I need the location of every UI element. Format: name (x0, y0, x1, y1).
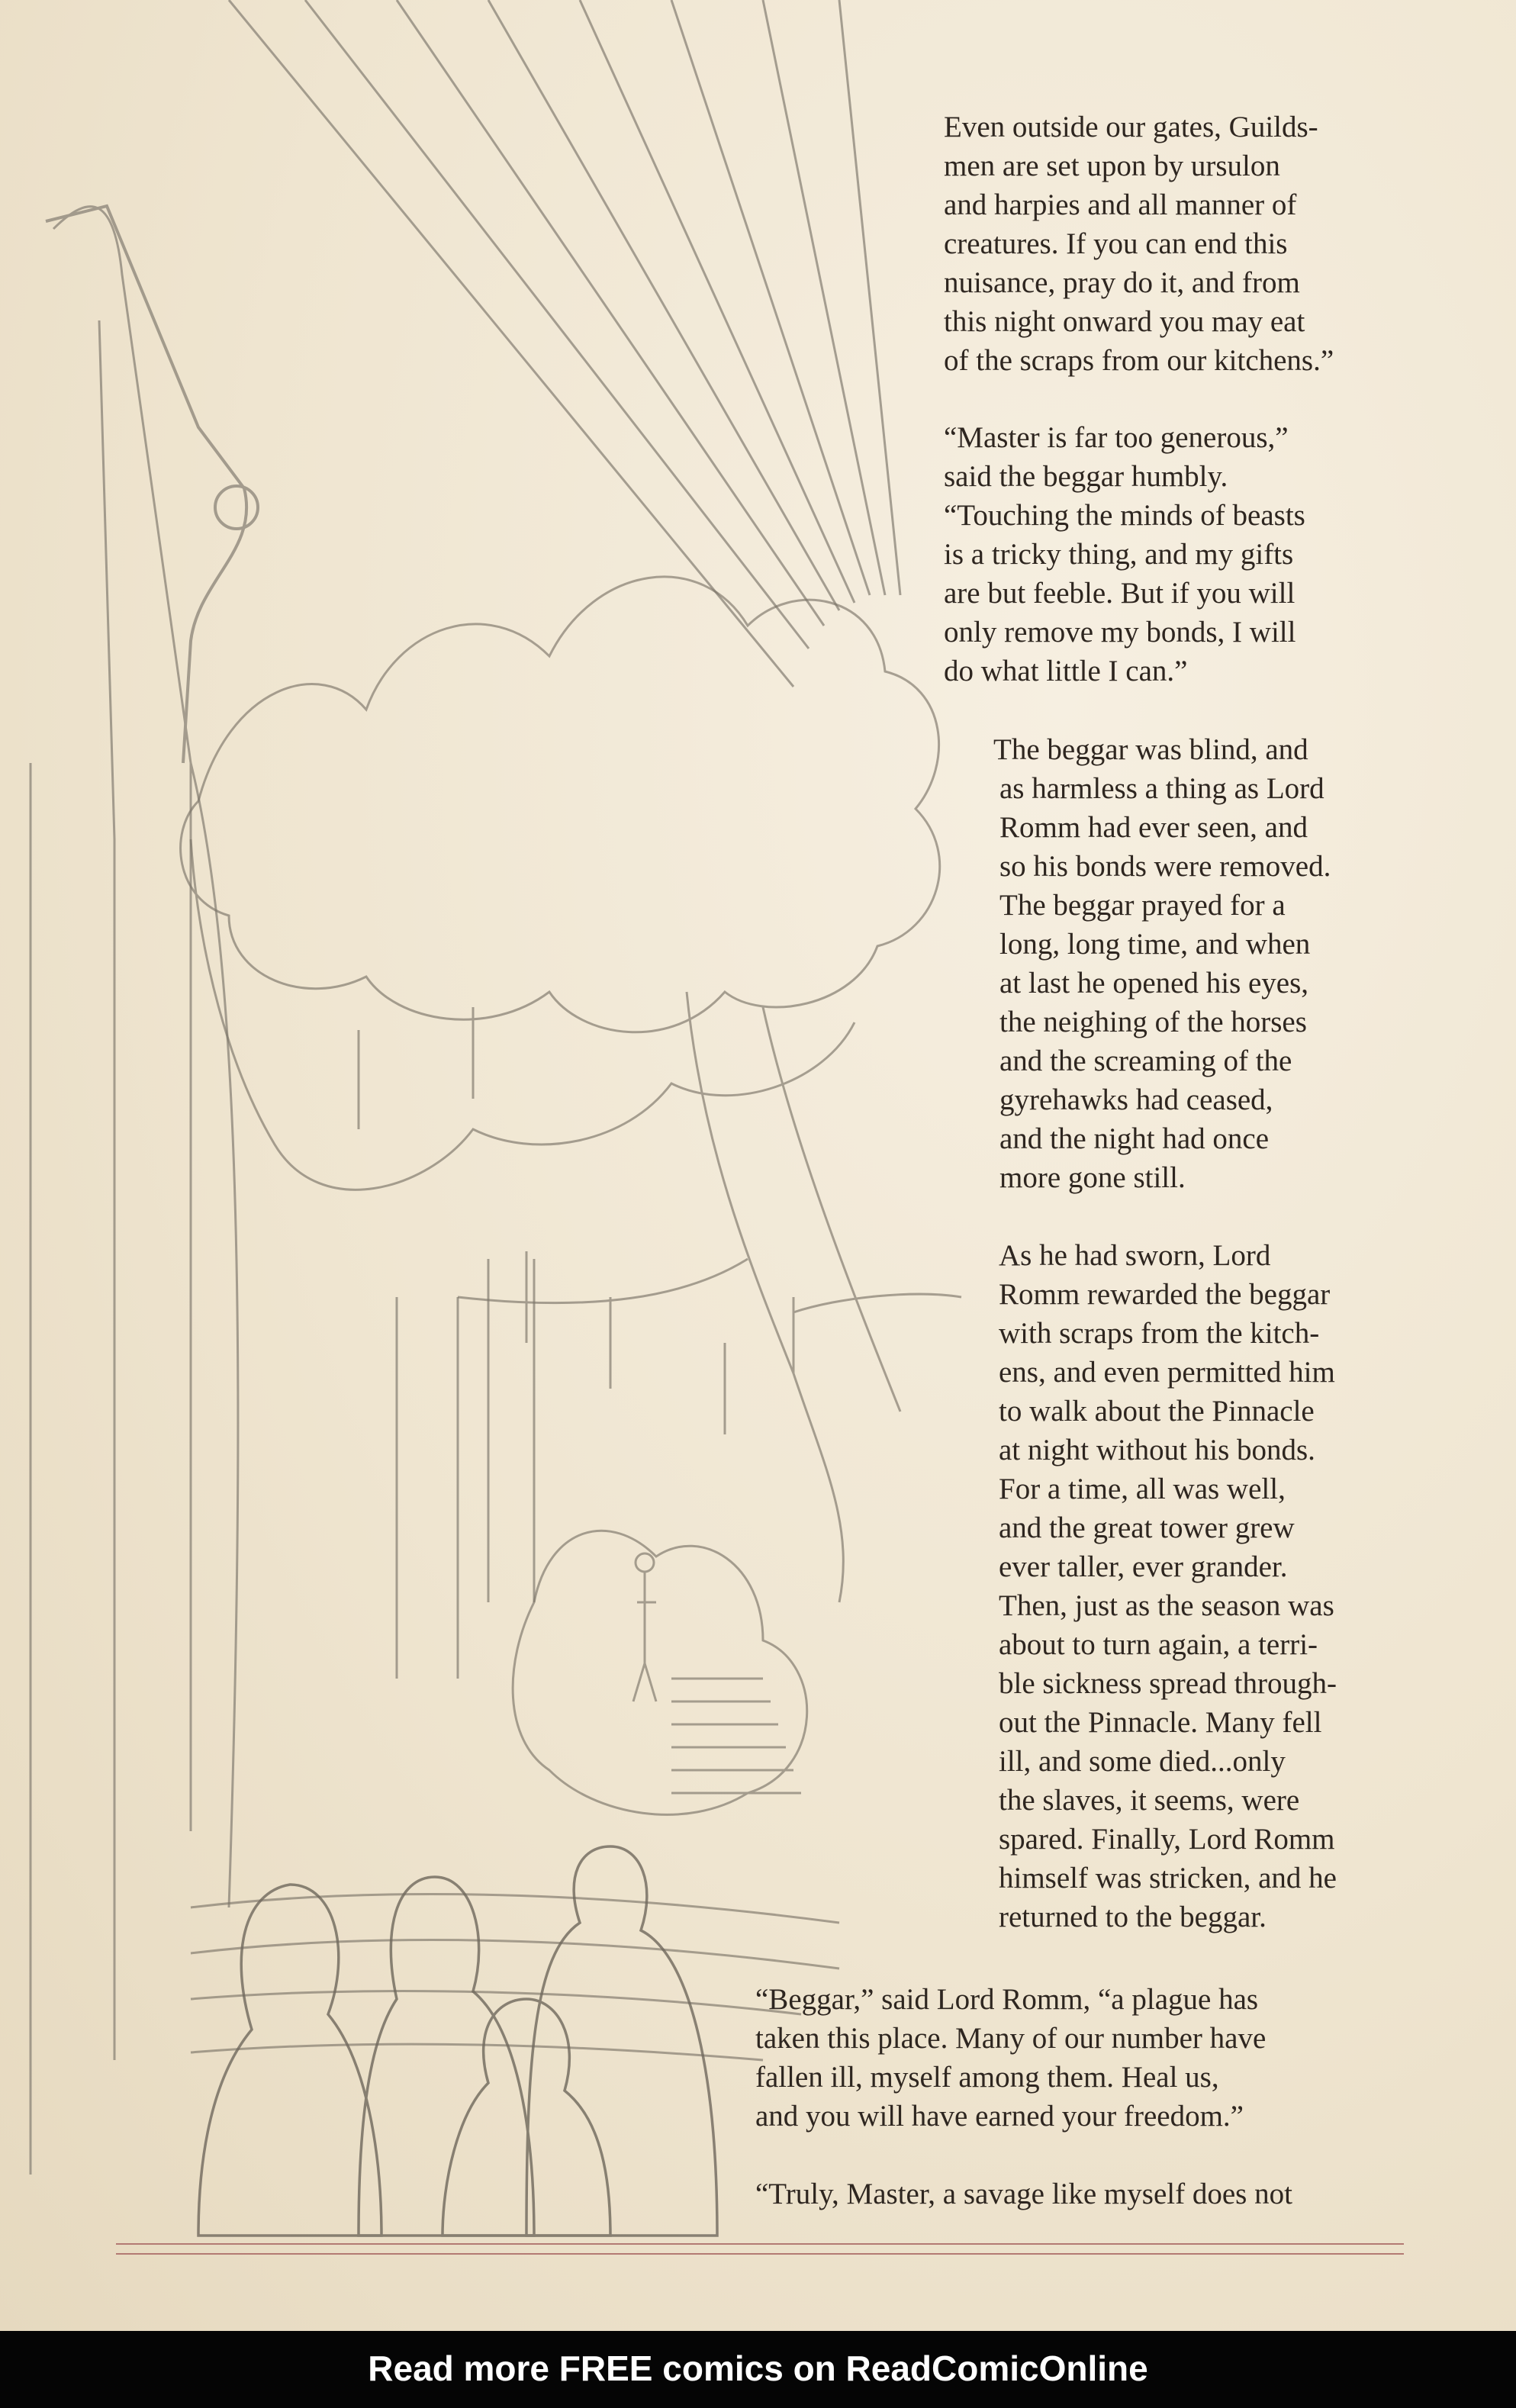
text-line: For a time, all was well, (999, 1473, 1286, 1505)
text-line: so his bonds were removed. (999, 850, 1331, 883)
text-line: spared. Finally, Lord Romm (999, 1823, 1335, 1856)
page-rule-top (116, 2243, 1404, 2245)
text-line: ble sickness spread through- (999, 1667, 1337, 1700)
text-line: the slaves, it seems, were (999, 1784, 1300, 1817)
foreground-figure-3 (526, 1846, 717, 2236)
paragraph-4 (999, 1236, 1337, 1936)
text-line: this night onward you may eat (944, 305, 1305, 338)
paragraph-1 (944, 108, 1334, 380)
text-line: at night without his bonds. (999, 1434, 1315, 1466)
text-line: about to turn again, a terri- (999, 1628, 1318, 1661)
text-line: Then, just as the season was (999, 1589, 1334, 1622)
text-line: and harpies and all manner of (944, 188, 1297, 221)
paragraph-3 (993, 730, 1331, 1197)
text-line: and the screaming of the (999, 1045, 1292, 1077)
paragraph-5 (755, 1980, 1266, 2136)
text-line: nuisance, pray do it, and from (944, 266, 1300, 299)
text-line: with scraps from the kitch- (999, 1317, 1320, 1350)
text-line: Even outside our gates, Guilds- (944, 111, 1318, 143)
text-line: more gone still. (999, 1161, 1186, 1194)
foreground-figure-1 (198, 1885, 381, 2236)
text-line: and you will have earned your freedom.” (755, 2100, 1244, 2133)
text-line: himself was stricken, and he (999, 1862, 1337, 1895)
text-line: The beggar prayed for a (999, 889, 1286, 922)
text-line: creatures. If you can end this (944, 227, 1288, 260)
text-line: only remove my bonds, I will (944, 616, 1296, 649)
arch-ornament (46, 206, 246, 763)
text-line: The beggar was blind, and (993, 733, 1308, 766)
stairs (671, 1679, 801, 1793)
text-line: out the Pinnacle. Many fell (999, 1706, 1322, 1739)
text-line: ens, and even permitted him (999, 1356, 1335, 1389)
text-line: fallen ill, myself among them. Heal us, (755, 2061, 1219, 2094)
cobblestones (191, 1895, 839, 2060)
text-line: ill, and some died...only (999, 1745, 1286, 1778)
text-line: are but feeble. But if you will (944, 577, 1296, 610)
text-line: gyrehawks had ceased, (999, 1083, 1273, 1116)
text-line: of the scraps from our kitchens.” (944, 344, 1334, 377)
text-line: “Beggar,” said Lord Romm, “a plague has (755, 1983, 1259, 2016)
text-line: is a tricky thing, and my gifts (944, 538, 1294, 571)
text-line: and the night had once (999, 1122, 1270, 1155)
paragraph-6 (755, 2175, 1292, 2213)
page-rule-bottom (116, 2253, 1404, 2255)
footer-link[interactable]: Read more FREE comics on ReadComicOnline (368, 2348, 1148, 2388)
text-line: ever taller, ever grander. (999, 1550, 1288, 1583)
pillars (397, 1259, 534, 1679)
text-line: the neighing of the horses (999, 1006, 1307, 1038)
scroll-ornament (215, 486, 258, 529)
text-line: “Touching the minds of beasts (944, 499, 1305, 532)
tree-canopy (181, 577, 940, 1032)
text-line: men are set upon by ursulon (944, 150, 1280, 182)
text-line: do what little I can.” (944, 655, 1188, 687)
arch-frame (31, 207, 238, 2175)
text-line: as harmless a thing as Lord (999, 772, 1324, 805)
text-line: to walk about the Pinnacle (999, 1395, 1315, 1428)
rock-mound (513, 1531, 807, 1814)
text-line: As he had sworn, Lord (999, 1239, 1271, 1272)
text-line: Romm had ever seen, and (999, 811, 1308, 844)
text-line: “Master is far too generous,” (944, 421, 1289, 454)
text-line: returned to the beggar. (999, 1901, 1267, 1933)
text-line: taken this place. Many of our number have (755, 2022, 1267, 2055)
paragraph-2 (944, 418, 1305, 691)
text-line: “Truly, Master, a savage like myself does not (755, 2178, 1292, 2210)
text-line: at last he opened his eyes, (999, 967, 1309, 1000)
text-line: said the beggar humbly. (944, 460, 1228, 493)
light-rays (229, 0, 900, 687)
text-line: Romm rewarded the beggar (999, 1278, 1331, 1311)
hanging-figures (359, 1007, 793, 1434)
standing-figure (633, 1572, 656, 1701)
text-line: long, long time, and when (999, 928, 1311, 961)
text-line: and the great tower grew (999, 1511, 1295, 1544)
tree-canopy-lower (191, 839, 855, 1190)
